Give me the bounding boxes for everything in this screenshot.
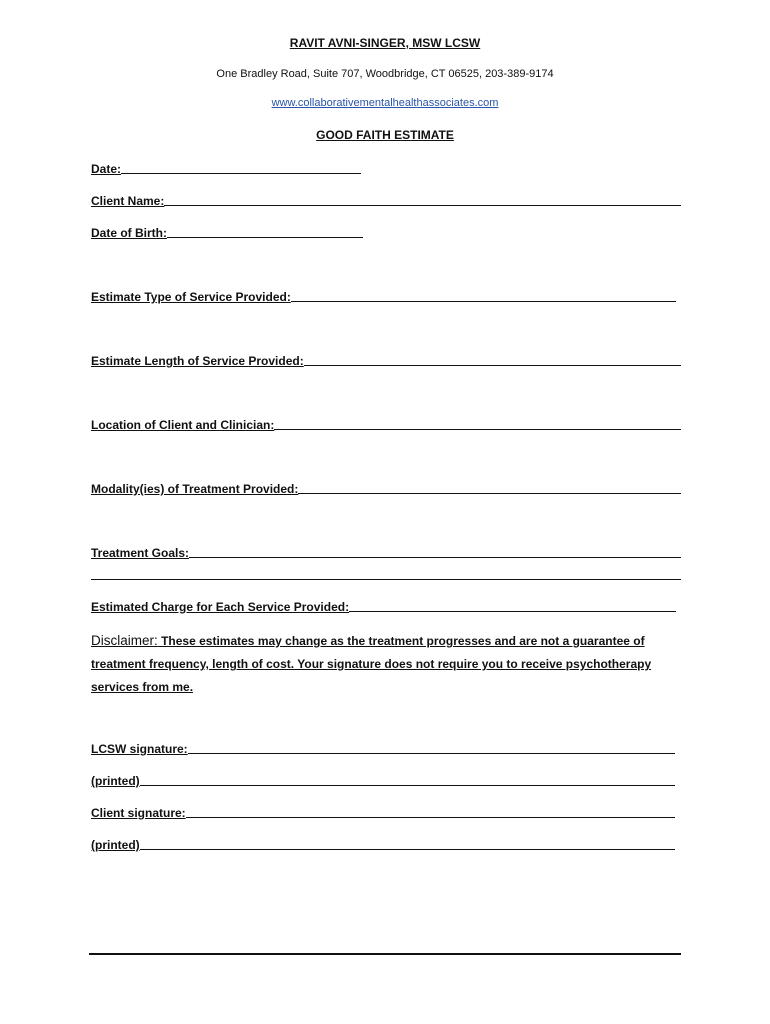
disclaimer-text: These estimates may change as the treatment progresses and are not a guarantee of treatment frequency, length of cost. Your signature does not require you to receive psychotherapy services from me. (91, 634, 652, 694)
service-type-line[interactable] (291, 301, 676, 302)
charge-line[interactable] (349, 611, 676, 612)
date-label: Date: (91, 162, 122, 176)
client-name-line[interactable] (164, 205, 681, 206)
dob-line[interactable] (167, 237, 363, 238)
footer-rule (89, 953, 681, 955)
location-line[interactable] (274, 429, 681, 430)
client-printed-field[interactable] (91, 836, 675, 852)
service-length-line[interactable] (304, 365, 681, 366)
client-printed-line[interactable] (140, 849, 675, 850)
service-length-label: Estimate Length of Service Provided: (91, 354, 304, 368)
service-length-field[interactable] (91, 352, 681, 368)
lcsw-signature-line[interactable] (188, 753, 675, 754)
client-signature-field[interactable] (91, 804, 675, 820)
modality-label: Modality(ies) of Treatment Provided: (91, 482, 299, 496)
practitioner-name: RAVIT AVNI-SINGER, MSW LCSW (289, 36, 481, 50)
form-title: GOOD FAITH ESTIMATE (316, 128, 454, 142)
charge-field[interactable] (91, 598, 676, 614)
client-name-label: Client Name: (91, 194, 165, 208)
dob-label: Date of Birth: (91, 226, 167, 240)
date-field[interactable] (91, 160, 361, 176)
date-line[interactable] (121, 173, 361, 174)
goals-line-2[interactable] (91, 579, 681, 580)
goals-line[interactable] (189, 557, 681, 558)
lcsw-printed-line[interactable] (140, 785, 675, 786)
goals-label: Treatment Goals: (91, 546, 190, 560)
client-signature-line[interactable] (186, 817, 675, 818)
website-link[interactable]: www.collaborativementalhealthassociates.com (271, 97, 499, 109)
lcsw-printed-label: (printed) (91, 774, 140, 788)
location-field[interactable] (91, 416, 681, 432)
practice-address: One Bradley Road, Suite 707, Woodbridge, CT 06525, 203-389-9174 (216, 68, 554, 80)
charge-label: Estimated Charge for Each Service Provided: (91, 600, 350, 614)
modality-line[interactable] (298, 493, 681, 494)
lcsw-signature-field[interactable] (91, 740, 675, 756)
lcsw-printed-field[interactable] (91, 772, 675, 788)
client-name-field[interactable] (91, 192, 681, 208)
location-label: Location of Client and Clinician: (91, 418, 275, 432)
client-printed-label: (printed) (91, 838, 140, 852)
client-signature-label: Client signature: (91, 806, 186, 820)
service-type-field[interactable] (91, 288, 676, 304)
disclaimer-lead: Disclaimer: (91, 633, 158, 648)
modality-field[interactable] (91, 480, 681, 496)
goals-field[interactable] (91, 544, 681, 560)
disclaimer (91, 629, 681, 699)
service-type-label: Estimate Type of Service Provided: (91, 290, 291, 304)
lcsw-signature-label: LCSW signature: (91, 742, 188, 756)
dob-field[interactable] (91, 224, 363, 240)
